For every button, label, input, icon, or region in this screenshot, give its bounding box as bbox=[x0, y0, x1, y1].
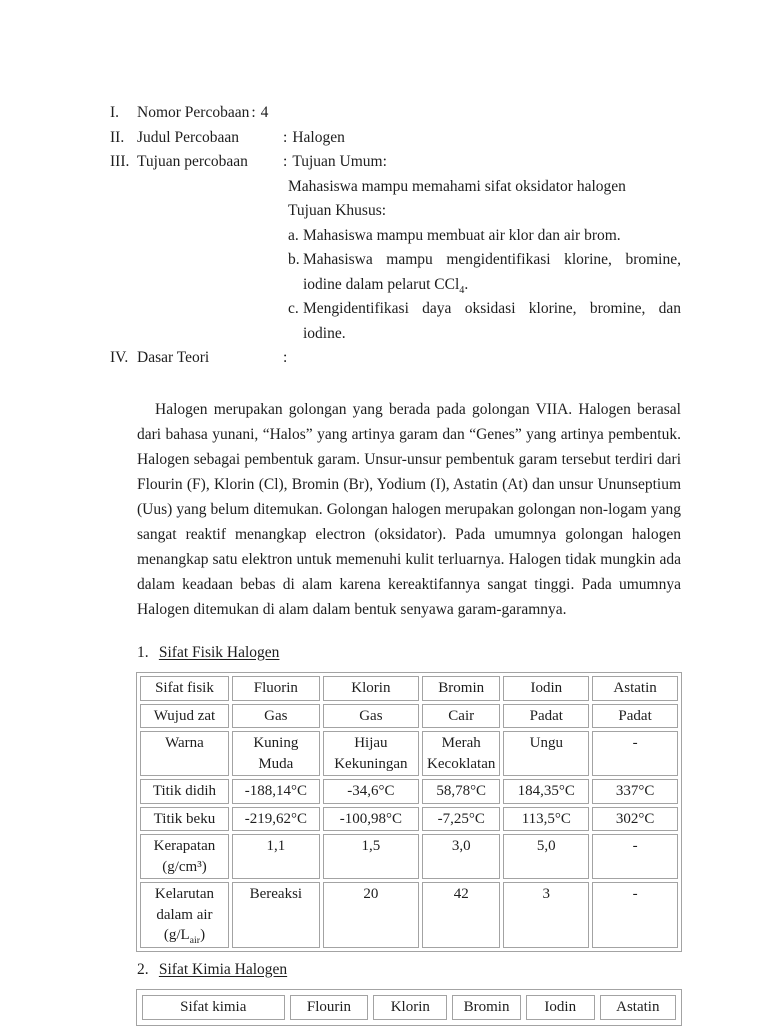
row-label-cell: Titik beku bbox=[140, 807, 229, 832]
heading-number: 1. bbox=[137, 643, 149, 661]
list-numeral: IV. bbox=[110, 349, 129, 366]
header-cell: Bromin bbox=[422, 676, 500, 701]
tujuan-khusus-heading: Tujuan Khusus: bbox=[288, 202, 387, 219]
table-cell: Padat bbox=[592, 704, 678, 729]
label-text: Kelarutan dalam air (g/L bbox=[154, 886, 215, 943]
table-row-kerapatan bbox=[140, 834, 678, 879]
point-line: Mahasiswa mampu mengidentifikasi klorine, bromine, bbox=[303, 251, 681, 268]
table-cell: Kuning Muda bbox=[232, 731, 320, 776]
list-colon: : bbox=[251, 104, 256, 121]
list-label: Tujuan percobaan bbox=[137, 153, 248, 170]
row-label-cell: Kerapatan (g/cm³) bbox=[140, 834, 229, 879]
table-row-kelarutan bbox=[140, 882, 678, 948]
table-cell: -188,14°C bbox=[232, 779, 320, 804]
list-value: 4 bbox=[260, 104, 269, 121]
point-text bbox=[303, 248, 681, 297]
table-row-titik-beku bbox=[140, 807, 678, 832]
formula-text: iodine dalam pelarut CCl bbox=[303, 275, 460, 293]
label-text: ) bbox=[200, 927, 206, 943]
table-cell: Cair bbox=[422, 704, 500, 729]
header-cell: Sifat kimia bbox=[142, 995, 285, 1020]
list-item-judul-percobaan bbox=[110, 126, 681, 151]
header-cell: Sifat fisik bbox=[140, 676, 229, 701]
list-numeral: I. bbox=[110, 104, 120, 121]
tujuan-point-b bbox=[288, 248, 681, 297]
list-item-dasar-teori bbox=[110, 346, 681, 371]
heading-text: Sifat Kimia Halogen bbox=[158, 960, 288, 978]
list-item-tujuan-percobaan bbox=[110, 150, 681, 175]
table-cell: - bbox=[592, 834, 678, 879]
header-cell: Klorin bbox=[373, 995, 447, 1020]
point-line: iodine. bbox=[303, 324, 346, 342]
dasar-teori-paragraph: Halogen merupakan golongan yang berada pada golongan VIIA. Halogen berasal dari bahasa yunani, “Halos” yang artinya garam dan “Genes” yang artinya pembentuk. Halogen sebagai pembentuk garam. Unsur-unsur pembentuk garam tersebut terdiri dari Flourin (F), Klorin (Cl), Bromin (Br), Yodium (I), Astatin (At) dan unsur Ununseptium (Uus) yang belum ditemukan. Golongan halogen merupakan golongan non-logam yang sangat reaktif menangkap electron (oksidator). Pada umumnya golongan halogen menangkap satu elektron untuk memenuhi kulit terluarnya. Halogen tidak mungkin ada dalam keadaan bebas di alam karena kereaktifannya sangat tinggi. Pada umumnya Halogen ditemukan di alam dalam bentuk senyawa garam-garamnya. bbox=[137, 400, 681, 618]
table-cell: Bereaksi bbox=[232, 882, 320, 948]
tujuan-point-c bbox=[288, 297, 681, 346]
tujuan-point-a bbox=[288, 224, 681, 249]
table-cell: 3,0 bbox=[422, 834, 500, 879]
header-cell: Flourin bbox=[290, 995, 369, 1020]
point-line: Mengidentifikasi daya oksidasi klorine, bromine, dan bbox=[303, 300, 681, 317]
sifat-fisik-table bbox=[136, 672, 682, 952]
row-label-cell bbox=[140, 882, 229, 948]
list-item-nomor-percobaan bbox=[110, 101, 681, 126]
heading-text: Sifat Fisik Halogen bbox=[158, 643, 280, 661]
list-value: Tujuan Umum: bbox=[292, 153, 387, 170]
list-colon: : bbox=[283, 349, 288, 366]
table-cell: 5,0 bbox=[503, 834, 589, 879]
point-line bbox=[303, 273, 681, 298]
header-cell: Astatin bbox=[592, 676, 678, 701]
table-cell: -7,25°C bbox=[422, 807, 500, 832]
table-cell: Gas bbox=[232, 704, 320, 729]
tujuan-block bbox=[288, 175, 681, 347]
list-value: Halogen bbox=[292, 128, 345, 146]
table-cell: 113,5°C bbox=[503, 807, 589, 832]
list-marker: a. bbox=[288, 226, 299, 244]
list-label: Nomor Percobaan bbox=[137, 104, 250, 121]
header-cell: Iodin bbox=[526, 995, 595, 1020]
point-text bbox=[303, 297, 681, 346]
header-cell: Fluorin bbox=[232, 676, 320, 701]
table-cell: - bbox=[592, 882, 678, 948]
label-subscript: air bbox=[189, 935, 201, 946]
row-label-cell: Wujud zat bbox=[140, 704, 229, 729]
heading-number: 2. bbox=[137, 960, 149, 978]
table-cell: 20 bbox=[323, 882, 419, 948]
table-cell: 3 bbox=[503, 882, 589, 948]
table-cell: 184,35°C bbox=[503, 779, 589, 804]
table-cell: -219,62°C bbox=[232, 807, 320, 832]
table-header-row bbox=[142, 995, 676, 1020]
sifat-kimia-table bbox=[136, 989, 682, 1026]
header-cell: Astatin bbox=[600, 995, 676, 1020]
formula-subscript: 4 bbox=[459, 284, 465, 296]
table-cell: - bbox=[592, 731, 678, 776]
table-row-wujud-zat bbox=[140, 704, 678, 729]
header-cell: Bromin bbox=[452, 995, 521, 1020]
list-label: Dasar Teori bbox=[137, 349, 210, 366]
list-marker: c. bbox=[288, 300, 299, 317]
table-cell: Merah Kecoklatan bbox=[422, 731, 500, 776]
list-colon: : bbox=[283, 153, 288, 170]
table-row-warna bbox=[140, 731, 678, 776]
row-label-cell: Warna bbox=[140, 731, 229, 776]
table-cell: 302°C bbox=[592, 807, 678, 832]
sifat-fisik-heading bbox=[137, 641, 681, 666]
row-label-cell: Titik didih bbox=[140, 779, 229, 804]
table-cell: Padat bbox=[503, 704, 589, 729]
point-text: Mahasiswa mampu membuat air klor dan air brom. bbox=[303, 226, 621, 244]
table-header-row bbox=[140, 676, 678, 701]
list-marker: b. bbox=[288, 251, 300, 268]
table-cell: 1,5 bbox=[323, 834, 419, 879]
formula-text: . bbox=[464, 275, 469, 293]
header-cell: Klorin bbox=[323, 676, 419, 701]
table-cell: Gas bbox=[323, 704, 419, 729]
table-cell: 42 bbox=[422, 882, 500, 948]
table-cell: Ungu bbox=[503, 731, 589, 776]
list-numeral: III. bbox=[110, 153, 130, 170]
list-label: Judul Percobaan bbox=[137, 128, 240, 146]
table-cell: -34,6°C bbox=[323, 779, 419, 804]
table-cell: Hijau Kekuningan bbox=[323, 731, 419, 776]
table-row-titik-didih bbox=[140, 779, 678, 804]
list-colon: : bbox=[283, 128, 288, 146]
list-numeral: II. bbox=[110, 128, 125, 146]
sifat-kimia-heading bbox=[137, 958, 681, 983]
header-cell: Iodin bbox=[503, 676, 589, 701]
table-cell: 58,78°C bbox=[422, 779, 500, 804]
table-cell: 1,1 bbox=[232, 834, 320, 879]
tujuan-umum-text: Mahasiswa mampu memahami sifat oksidator halogen bbox=[288, 177, 626, 195]
table-cell: -100,98°C bbox=[323, 807, 419, 832]
table-cell: 337°C bbox=[592, 779, 678, 804]
